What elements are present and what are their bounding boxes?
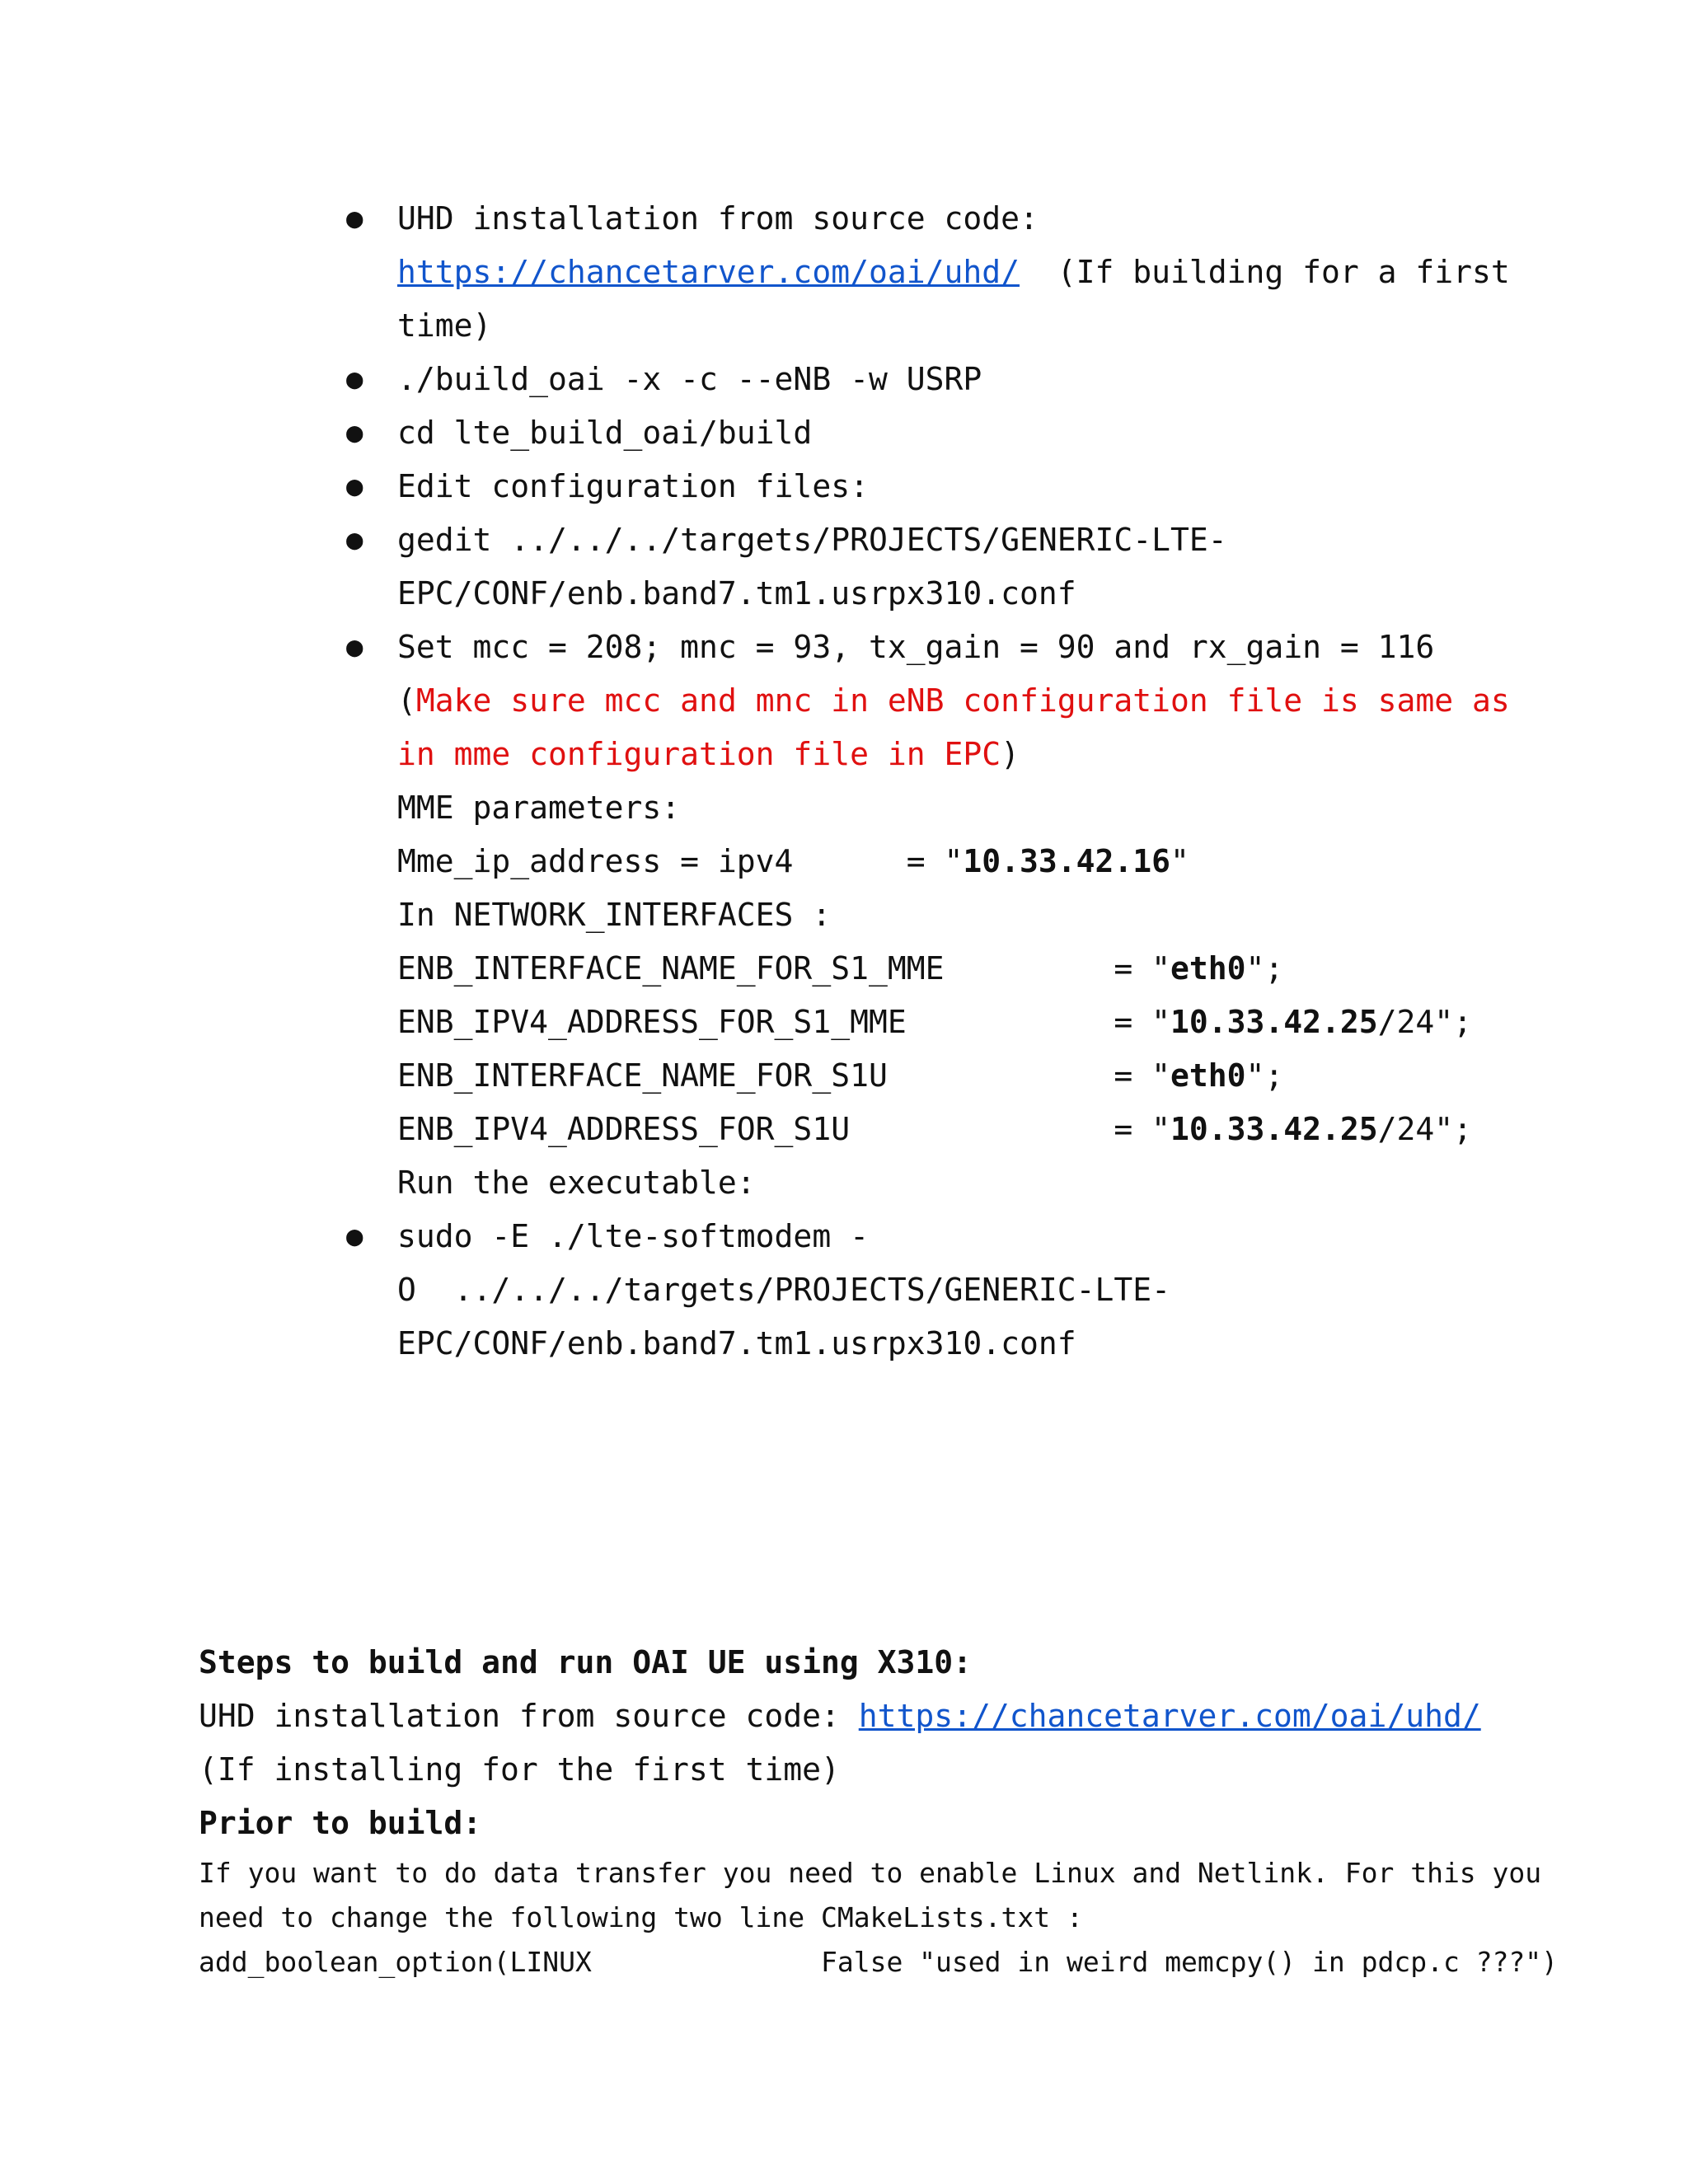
prior-heading: Prior to build: xyxy=(199,1805,482,1841)
mme-ip-end: " xyxy=(1170,843,1189,879)
iface-end: "; xyxy=(1245,1057,1284,1094)
sudo-command-cont: O ../../../targets/PROJECTS/GENERIC-LTE- xyxy=(397,1272,1170,1308)
run-label: Run the executable: xyxy=(397,1165,756,1201)
uhd-line xyxy=(397,246,1510,299)
gedit-command-cont: EPC/CONF/enb.band7.tm1.usrpx310.conf xyxy=(397,575,1076,612)
iface-end: /24"; xyxy=(1377,1004,1473,1040)
iface-value: eth0 xyxy=(1170,1057,1246,1094)
iface-key: ENB_INTERFACE_NAME_FOR_S1_MME = " xyxy=(397,950,1170,987)
iface-value: 10.33.42.25 xyxy=(1170,1004,1378,1040)
bullet: ● xyxy=(346,363,363,396)
uhd-label: UHD installation from source code: xyxy=(397,200,1039,237)
iface-line xyxy=(397,996,1472,1049)
ue-uhd-line xyxy=(199,1690,1481,1743)
iface-key: ENB_IPV4_ADDRESS_FOR_S1_MME = " xyxy=(397,1004,1170,1040)
iface-line xyxy=(397,1049,1283,1103)
ue-uhd-label: UHD installation from source code: xyxy=(199,1698,859,1734)
iface-key: ENB_IPV4_ADDRESS_FOR_S1U = " xyxy=(397,1111,1170,1147)
mme-ip-key: Mme_ip_address = ipv4 = " xyxy=(397,843,964,879)
uhd-note-cont: time) xyxy=(397,307,492,344)
prior-paragraph-cont: need to change the following two line CMakeLists.txt : xyxy=(199,1901,1083,1933)
paren-open: ( xyxy=(397,682,416,719)
iface-key: ENB_INTERFACE_NAME_FOR_S1U = " xyxy=(397,1057,1170,1094)
iface-end: /24"; xyxy=(1377,1111,1473,1147)
warning-text-cont: in mme configuration file in EPC xyxy=(397,736,1001,772)
iface-line xyxy=(397,942,1283,996)
iface-value: eth0 xyxy=(1170,950,1246,987)
set-params-line: Set mcc = 208; mnc = 93, tx_gain = 90 and rx_gain = 116 xyxy=(397,629,1435,665)
ue-heading: Steps to build and run OAI UE using X310: xyxy=(199,1644,972,1680)
prior-paragraph: If you want to do data transfer you need to enable Linux and Netlink. For this you xyxy=(199,1857,1542,1889)
sudo-command: sudo -E ./lte-softmodem - xyxy=(397,1218,869,1254)
bullet: ● xyxy=(346,1220,363,1253)
bullet: ● xyxy=(346,416,363,449)
network-interfaces-label: In NETWORK_INTERFACES : xyxy=(397,897,832,933)
mme-ip-line xyxy=(397,835,1189,888)
bullet: ● xyxy=(346,523,363,556)
cd-command: cd lte_build_oai/build xyxy=(397,415,813,451)
uhd-note: (If building for a first xyxy=(1019,254,1510,290)
ue-uhd-link[interactable]: https://chancetarver.com/oai/uhd/ xyxy=(858,1698,1481,1734)
bullet: ● xyxy=(346,630,363,663)
uhd-link[interactable]: https://chancetarver.com/oai/uhd/ xyxy=(397,254,1020,290)
sudo-command-cont: EPC/CONF/enb.band7.tm1.usrpx310.conf xyxy=(397,1325,1076,1361)
warning-line xyxy=(397,674,1510,728)
paren-close: ) xyxy=(1001,736,1020,772)
warning-text: Make sure mcc and mnc in eNB configuration file is same as xyxy=(415,682,1510,719)
warning-line-cont xyxy=(397,728,1020,781)
iface-value: 10.33.42.25 xyxy=(1170,1111,1378,1147)
mme-ip-value: 10.33.42.16 xyxy=(963,843,1171,879)
bullet: ● xyxy=(346,202,363,235)
cmake-code-line: add_boolean_option(LINUX False "used in weird memcpy() in pdcp.c ???") xyxy=(199,1946,1559,1978)
edit-label: Edit configuration files: xyxy=(397,468,869,504)
iface-line xyxy=(397,1103,1472,1156)
bullet: ● xyxy=(346,470,363,503)
iface-end: "; xyxy=(1245,950,1284,987)
ue-uhd-note: (If installing for the first time) xyxy=(199,1751,840,1788)
mme-params-label: MME parameters: xyxy=(397,790,681,826)
gedit-command: gedit ../../../targets/PROJECTS/GENERIC-LTE- xyxy=(397,522,1227,558)
build-command: ./build_oai -x -c --eNB -w USRP xyxy=(397,361,982,397)
